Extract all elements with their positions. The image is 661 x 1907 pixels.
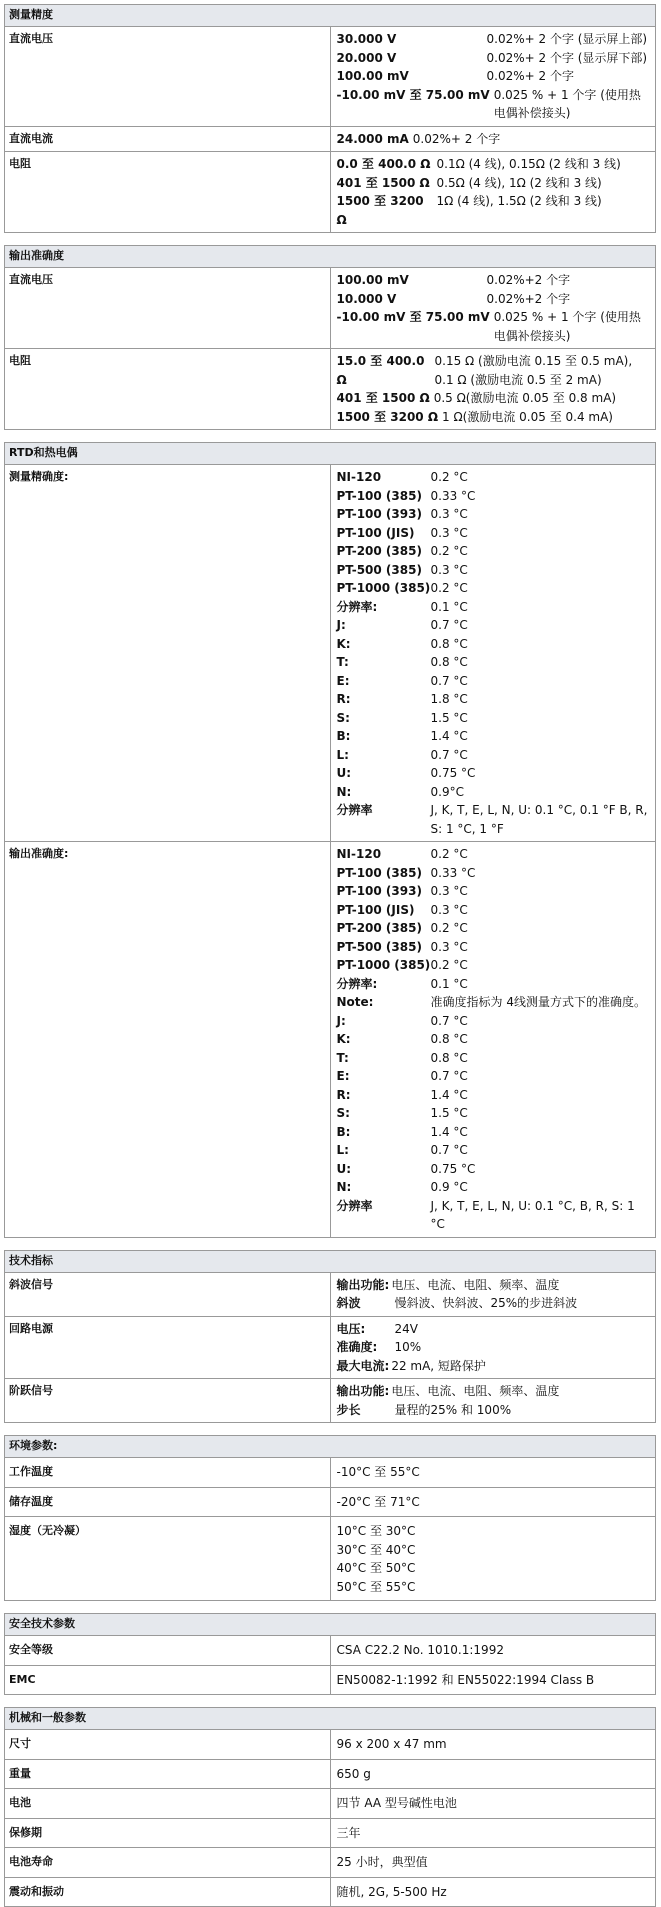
spec-item (337, 1012, 652, 1031)
spec-value: 1.4 °C (430, 1087, 468, 1102)
spec-item (337, 783, 652, 802)
spec-value: 0.2 °C (430, 544, 468, 558)
spec-value: 0.025 % + 1 个字 (使用热电偶补偿接头) (493, 310, 641, 343)
row-value: EN50082-1:1992 和 EN55022:1994 Class B (330, 1665, 656, 1695)
spec-value: 量程的25% 和 100% (394, 1402, 512, 1417)
spec-item (337, 1357, 652, 1376)
spec-value: 0.2 °C (430, 847, 468, 861)
spec-item (337, 635, 652, 654)
spec-item (337, 389, 652, 408)
spec-key: 步长 (336, 1402, 361, 1417)
spec-item (337, 690, 652, 709)
spec-item (337, 901, 652, 920)
section-header: 环境参数: (5, 1436, 656, 1458)
spec-item (337, 653, 652, 672)
row-value: 随机, 2G, 5-500 Hz (330, 1877, 656, 1907)
row-label: 尺寸 (5, 1730, 331, 1760)
section-header: 测量精度 (5, 5, 656, 27)
spec-key: L: (336, 747, 349, 762)
spec-item (337, 487, 652, 506)
env-line: 10°C 至 30°C (336, 1524, 416, 1538)
spec-key: 分辨率: (336, 599, 378, 614)
spec-item (337, 727, 652, 746)
spec-key: PT-100 (385) (336, 865, 422, 880)
row-label: 震动和振动 (5, 1877, 331, 1907)
spec-item (337, 408, 652, 427)
loop-power-values (330, 1316, 656, 1379)
spec-item (337, 1086, 652, 1105)
row-label: 阶跃信号 (5, 1379, 331, 1423)
spec-key: 最大电流: (336, 1358, 390, 1373)
spec-value: 0.2 °C (430, 581, 468, 595)
row-label: 斜波信号 (5, 1272, 331, 1316)
spec-value: 0.75 °C (430, 1161, 476, 1176)
spec-key: 401 至 1500 Ω (336, 175, 430, 190)
row-label: 电阻 (5, 349, 331, 430)
spec-item (337, 542, 652, 561)
dcv-values (330, 27, 656, 127)
spec-value: 0.3 °C (430, 902, 468, 917)
spec-key: S: (336, 710, 350, 725)
spec-item (337, 468, 652, 487)
spec-item (337, 1197, 652, 1234)
spec-value: 0.5Ω (4 线), 1Ω (2 线和 3 线) (436, 175, 602, 190)
spec-item (337, 672, 652, 691)
spec-value: 0.7 °C (430, 747, 468, 762)
spec-item (337, 864, 652, 883)
env-line: 40°C 至 50°C (336, 1561, 416, 1575)
row-label: 储存温度 (5, 1487, 331, 1517)
spec-value: 0.7 °C (430, 673, 468, 688)
spec-key: 1500 至 3200 Ω (336, 409, 439, 424)
spec-item (337, 192, 652, 229)
spec-item (337, 1141, 652, 1160)
spec-key: PT-200 (385) (336, 544, 422, 558)
resistance-values (330, 349, 656, 430)
spec-value: 1 Ω(激励电流 0.05 至 0.4 mA) (442, 409, 613, 424)
row-label: 工作温度 (5, 1458, 331, 1488)
spec-key: PT-1000 (385) (336, 581, 431, 595)
spec-key: B: (336, 729, 351, 743)
spec-item (337, 1160, 652, 1179)
row-value: 650 g (330, 1759, 656, 1789)
spec-item (337, 290, 652, 309)
step-values (330, 1379, 656, 1423)
env-value: -20°C 至 71°C (330, 1487, 656, 1517)
spec-value: 0.7 °C (430, 1013, 468, 1028)
row-label: 直流电流 (5, 126, 331, 152)
spec-item (337, 1067, 652, 1086)
rtd-measure-values (330, 465, 656, 842)
spec-key: E: (336, 1069, 350, 1083)
spec-key: Note: (336, 995, 374, 1009)
spec-key: PT-500 (385) (336, 562, 422, 577)
spec-value: 1.4 °C (430, 1124, 468, 1139)
spec-item (337, 86, 652, 123)
spec-value: 0.2 °C (430, 921, 468, 935)
spec-key: 1500 至 3200 Ω (336, 194, 424, 227)
spec-key: U: (336, 1161, 352, 1176)
spec-item (337, 308, 652, 345)
spec-item (337, 505, 652, 524)
spec-key: PT-100 (393) (336, 507, 422, 521)
spec-value: 24V (394, 1321, 418, 1336)
spec-key: 100.00 mV (336, 273, 409, 287)
environment-table (4, 1435, 656, 1601)
spec-key: PT-1000 (385) (336, 958, 431, 972)
spec-value: 1.5 °C (430, 1106, 468, 1120)
spec-value: 0.75 °C (430, 766, 476, 780)
spec-value: 0.8 °C (430, 1050, 468, 1065)
spec-key: L: (336, 1143, 349, 1157)
spec-value: 0.02%+ 2 个字 (486, 69, 574, 83)
spec-item (337, 616, 652, 635)
row-label: 湿度（无冷凝） (5, 1517, 331, 1601)
spec-key: J: (336, 1013, 346, 1028)
spec-value: 慢斜波、快斜波、25%的步进斜波 (394, 1296, 578, 1310)
row-label: 直流电压 (5, 27, 331, 127)
spec-item (337, 1338, 652, 1357)
spec-key: 电压: (336, 1321, 366, 1336)
spec-key: 20.000 V (336, 50, 397, 65)
spec-item (337, 1382, 652, 1401)
spec-value: 10% (394, 1340, 422, 1354)
spec-value: 0.2 °C (430, 470, 468, 484)
row-label: 电阻 (5, 152, 331, 233)
resistance-values (330, 152, 656, 233)
spec-item (337, 67, 652, 86)
row-label: 安全等级 (5, 1636, 331, 1666)
spec-key: 15.0 至 400.0 Ω (336, 354, 425, 387)
spec-key: K: (336, 1032, 351, 1046)
spec-value: 0.33 °C (430, 865, 476, 880)
spec-item (337, 746, 652, 765)
spec-item (337, 975, 652, 994)
spec-key: N: (336, 784, 352, 799)
spec-key: -10.00 mV 至 75.00 mV (336, 310, 490, 324)
dci-values (330, 126, 656, 152)
spec-value: 0.9°C (430, 784, 464, 799)
spec-value: 0.3 °C (430, 939, 468, 954)
row-value: 三年 (330, 1818, 656, 1848)
mechanical-table (4, 1707, 656, 1907)
spec-key: 分辨率: (336, 976, 378, 991)
spec-key: 准确度: (336, 1340, 378, 1354)
spec-value: 0.02%+ 2 个字 (显示屏下部) (486, 50, 648, 65)
spec-value: 1.8 °C (430, 692, 468, 706)
output-accuracy-table (4, 245, 656, 430)
spec-value: 0.1 °C (430, 976, 468, 991)
spec-value: 0.2 °C (430, 958, 468, 972)
spec-item (337, 882, 652, 901)
row-label: 测量精确度: (5, 465, 331, 842)
spec-key: K: (336, 636, 351, 651)
spec-item (337, 1030, 652, 1049)
spec-value: 0.7 °C (430, 618, 468, 632)
rtd-thermocouple-table (4, 442, 656, 1238)
spec-value: 0.8 °C (430, 1032, 468, 1046)
spec-item (337, 1320, 652, 1339)
spec-value: 1Ω (4 线), 1.5Ω (2 线和 3 线) (436, 194, 602, 208)
spec-key: NI-120 (336, 847, 382, 861)
spec-key: 斜波 (336, 1296, 361, 1310)
row-value: 96 x 200 x 47 mm (330, 1730, 656, 1760)
spec-item (337, 1401, 652, 1420)
spec-value: J, K, T, E, L, N, U: 0.1 °C, 0.1 °F B, R, S: 1 °C, 1 °F (430, 803, 648, 836)
spec-item (337, 845, 652, 864)
spec-value: 0.9 °C (430, 1180, 468, 1194)
row-label: EMC (5, 1665, 331, 1695)
spec-item (337, 709, 652, 728)
spec-key: PT-500 (385) (336, 939, 422, 954)
spec-value: 0.33 °C (430, 488, 476, 503)
spec-item (337, 352, 652, 389)
spec-key: T: (336, 655, 349, 669)
spec-key: J: (336, 618, 346, 632)
spec-value: 0.1Ω (4 线), 0.15Ω (2 线和 3 线) (436, 157, 621, 171)
section-header: RTD和热电偶 (5, 443, 656, 465)
spec-value: 0.3 °C (430, 507, 468, 521)
row-label: 输出准确度: (5, 842, 331, 1238)
spec-key: PT-100 (385) (336, 488, 422, 503)
spec-key: NI-120 (336, 470, 382, 484)
spec-value: 1.5 °C (430, 710, 468, 725)
row-label: 保修期 (5, 1818, 331, 1848)
spec-value: 电压、电流、电阻、频率、温度 (391, 1384, 560, 1398)
spec-item (337, 1294, 652, 1313)
section-header: 输出准确度 (5, 246, 656, 268)
row-value: 四节 AA 型号碱性电池 (330, 1789, 656, 1819)
spec-item (337, 956, 652, 975)
row-value: CSA C22.2 No. 1010.1:1992 (330, 1636, 656, 1666)
spec-key: 10.000 V (336, 291, 397, 306)
rtd-output-values (330, 842, 656, 1238)
row-value: 25 小时，典型值 (330, 1848, 656, 1878)
spec-value: 电压、电流、电阻、频率、温度 (391, 1277, 560, 1292)
spec-item (337, 1178, 652, 1197)
spec-item (337, 938, 652, 957)
spec-key: B: (336, 1124, 351, 1139)
row-label: 直流电压 (5, 268, 331, 349)
spec-item (337, 993, 652, 1012)
spec-value: 准确度指标为 4线测量方式下的准确度。 (430, 995, 646, 1009)
measurement-accuracy-table (4, 4, 656, 233)
spec-key: 0.0 至 400.0 Ω (336, 157, 431, 171)
spec-item (337, 919, 652, 938)
row-label: 回路电源 (5, 1316, 331, 1379)
spec-key: U: (336, 766, 352, 780)
spec-key: 30.000 V (336, 32, 397, 46)
spec-value: 0.3 °C (430, 884, 468, 898)
spec-key: 分辨率 (336, 1198, 373, 1213)
env-line: 50°C 至 55°C (336, 1579, 416, 1594)
spec-key: PT-100 (JIS) (336, 525, 415, 540)
spec-key: 分辨率 (336, 803, 373, 817)
spec-key: PT-100 (393) (336, 884, 422, 898)
spec-key: PT-200 (385) (336, 921, 422, 935)
spec-item (337, 1104, 652, 1123)
spec-item (337, 561, 652, 580)
spec-key: R: (336, 1087, 351, 1102)
spec-value: 0.02%+2 个字 (486, 291, 571, 306)
spec-value: 0.7 °C (430, 1143, 468, 1157)
spec-key: 输出功能: (336, 1384, 390, 1398)
spec-value: 0.1 °C (430, 599, 468, 614)
humidity-values (330, 1517, 656, 1601)
spec-item (337, 271, 652, 290)
spec-value: 0.02%+ 2 个字 (显示屏上部) (486, 32, 648, 46)
spec-value: 0.02%+2 个字 (486, 273, 571, 287)
spec-value: 0.5 Ω(激励电流 0.05 至 0.8 mA) (433, 391, 617, 405)
spec-value: 0.15 Ω (激励电流 0.15 至 0.5 mA), 0.1 Ω (激励电流 0.5 至 2 mA) (434, 354, 633, 387)
technical-specs-table (4, 1250, 656, 1424)
spec-item (337, 801, 652, 838)
row-label: 电池寿命 (5, 1848, 331, 1878)
spec-key: 24.000 mA (336, 131, 409, 146)
spec-key: T: (336, 1050, 349, 1065)
spec-item (337, 174, 652, 193)
row-label: 电池 (5, 1789, 331, 1819)
spec-value: 0.025 % + 1 个字 (使用热电偶补偿接头) (493, 87, 641, 120)
spec-item (337, 155, 652, 174)
spec-item (337, 130, 652, 149)
spec-value: 0.02%+ 2 个字 (412, 131, 501, 146)
spec-item (337, 598, 652, 617)
spec-key: N: (336, 1180, 352, 1194)
spec-value: 0.8 °C (430, 636, 468, 651)
env-line: 30°C 至 40°C (336, 1542, 416, 1557)
row-label: 重量 (5, 1759, 331, 1789)
section-header: 安全技术参数 (5, 1614, 656, 1636)
section-header: 机械和一般参数 (5, 1708, 656, 1730)
env-value: -10°C 至 55°C (330, 1458, 656, 1488)
ramp-values (330, 1272, 656, 1316)
spec-value: 0.3 °C (430, 562, 468, 577)
spec-key: 输出功能: (336, 1277, 390, 1292)
spec-item (337, 30, 652, 49)
spec-value: J, K, T, E, L, N, U: 0.1 °C, B, R, S: 1 °C (430, 1198, 635, 1231)
safety-table (4, 1613, 656, 1695)
spec-key: E: (336, 673, 350, 688)
spec-key: -10.00 mV 至 75.00 mV (336, 87, 490, 102)
spec-item (337, 579, 652, 598)
spec-value: 0.7 °C (430, 1069, 468, 1083)
spec-item (337, 524, 652, 543)
spec-key: 100.00 mV (336, 69, 409, 83)
spec-value: 1.4 °C (430, 729, 468, 743)
spec-item (337, 1123, 652, 1142)
dcv-values (330, 268, 656, 349)
spec-key: S: (336, 1106, 350, 1120)
spec-item (337, 49, 652, 68)
spec-item (337, 1049, 652, 1068)
spec-value: 22 mA, 短路保护 (391, 1358, 486, 1373)
spec-value: 0.8 °C (430, 655, 468, 669)
spec-key: 401 至 1500 Ω (336, 391, 430, 405)
spec-key: PT-100 (JIS) (336, 902, 415, 917)
spec-item (337, 764, 652, 783)
spec-key: R: (336, 692, 351, 706)
spec-value: 0.3 °C (430, 525, 468, 540)
spec-item (337, 1276, 652, 1295)
section-header: 技术指标 (5, 1250, 656, 1272)
